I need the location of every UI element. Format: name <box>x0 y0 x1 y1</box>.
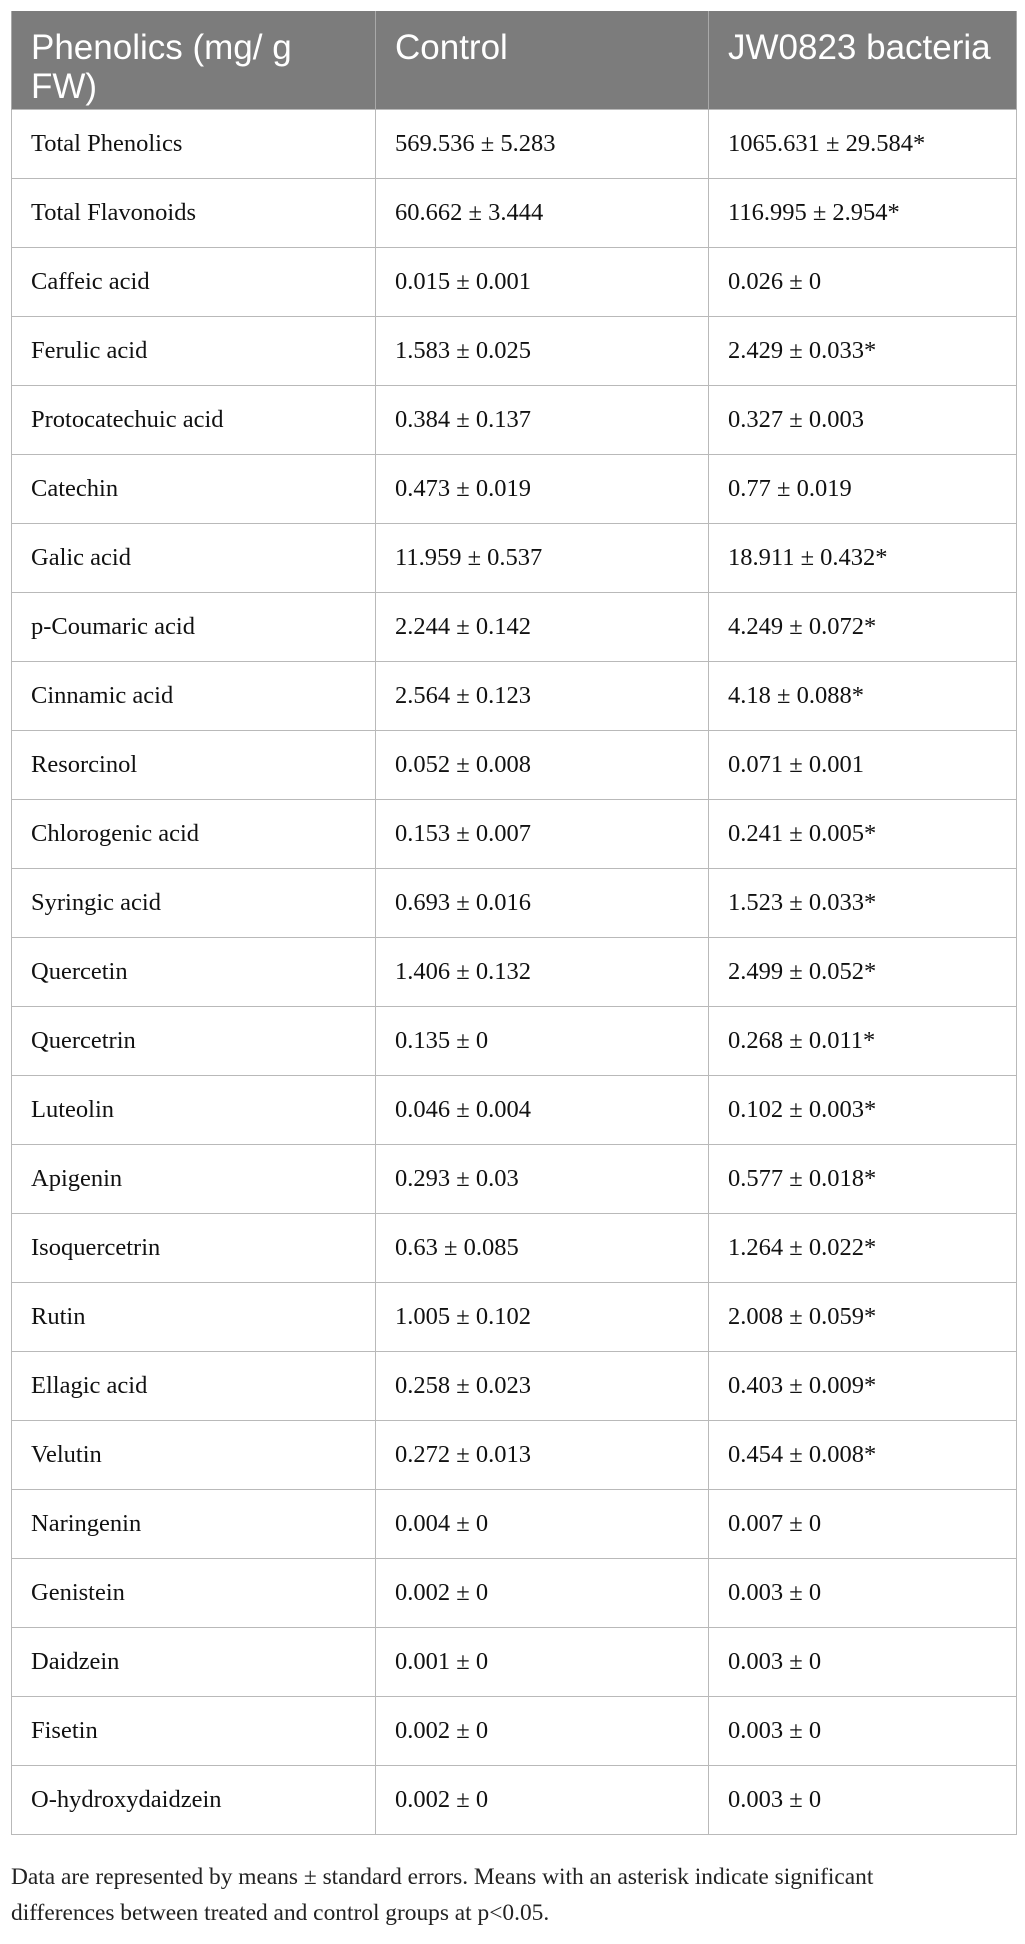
table-row <box>12 1558 1017 1627</box>
bacteria-value-cell: 1.523 ± 0.033* <box>709 868 1017 937</box>
control-value-cell: 2.244 ± 0.142 <box>376 592 709 661</box>
control-value-cell: 0.272 ± 0.013 <box>376 1420 709 1489</box>
compound-name-cell: Total Phenolics <box>12 109 376 178</box>
compound-name-cell: Genistein <box>12 1558 376 1627</box>
table-row <box>12 1006 1017 1075</box>
compound-name-cell: Protocatechuic acid <box>12 385 376 454</box>
bacteria-value-cell: 2.429 ± 0.033* <box>709 316 1017 385</box>
compound-name-cell: Velutin <box>12 1420 376 1489</box>
footnote-line-2: differences between treated and control groups at p<0.05. <box>11 1900 550 1926</box>
bacteria-value-cell: 116.995 ± 2.954* <box>709 178 1017 247</box>
control-value-cell: 60.662 ± 3.444 <box>376 178 709 247</box>
table-footnote <box>11 1859 1016 1931</box>
header-phenolics: Phenolics (mg/ g FW) <box>12 11 376 109</box>
bacteria-value-cell: 0.003 ± 0 <box>709 1558 1017 1627</box>
table-row <box>12 1627 1017 1696</box>
control-value-cell: 0.473 ± 0.019 <box>376 454 709 523</box>
table-row <box>12 799 1017 868</box>
control-value-cell: 1.583 ± 0.025 <box>376 316 709 385</box>
table-row <box>12 1075 1017 1144</box>
header-control: Control <box>376 11 709 109</box>
bacteria-value-cell: 0.241 ± 0.005* <box>709 799 1017 868</box>
control-value-cell: 0.015 ± 0.001 <box>376 247 709 316</box>
table-row <box>12 109 1017 178</box>
phenolics-table <box>11 11 1017 1835</box>
compound-name-cell: Apigenin <box>12 1144 376 1213</box>
table-row <box>12 730 1017 799</box>
header-jw0823-bacteria: JW0823 bacteria <box>709 11 1017 109</box>
compound-name-cell: Resorcinol <box>12 730 376 799</box>
table-row <box>12 1351 1017 1420</box>
bacteria-value-cell: 1065.631 ± 29.584* <box>709 109 1017 178</box>
control-value-cell: 0.135 ± 0 <box>376 1006 709 1075</box>
compound-name-cell: Daidzein <box>12 1627 376 1696</box>
bacteria-value-cell: 18.911 ± 0.432* <box>709 523 1017 592</box>
table-row <box>12 1765 1017 1834</box>
control-value-cell: 0.153 ± 0.007 <box>376 799 709 868</box>
bacteria-value-cell: 0.454 ± 0.008* <box>709 1420 1017 1489</box>
control-value-cell: 11.959 ± 0.537 <box>376 523 709 592</box>
bacteria-value-cell: 0.577 ± 0.018* <box>709 1144 1017 1213</box>
control-value-cell: 1.406 ± 0.132 <box>376 937 709 1006</box>
control-value-cell: 0.293 ± 0.03 <box>376 1144 709 1213</box>
bacteria-value-cell: 1.264 ± 0.022* <box>709 1213 1017 1282</box>
compound-name-cell: Galic acid <box>12 523 376 592</box>
control-value-cell: 0.384 ± 0.137 <box>376 385 709 454</box>
compound-name-cell: Cinnamic acid <box>12 661 376 730</box>
bacteria-value-cell: 0.026 ± 0 <box>709 247 1017 316</box>
table-row <box>12 385 1017 454</box>
table-row <box>12 1144 1017 1213</box>
control-value-cell: 0.258 ± 0.023 <box>376 1351 709 1420</box>
table-row <box>12 1489 1017 1558</box>
bacteria-value-cell: 4.18 ± 0.088* <box>709 661 1017 730</box>
table-header-row <box>12 11 1017 109</box>
compound-name-cell: Luteolin <box>12 1075 376 1144</box>
compound-name-cell: Isoquercetrin <box>12 1213 376 1282</box>
control-value-cell: 0.693 ± 0.016 <box>376 868 709 937</box>
compound-name-cell: Ellagic acid <box>12 1351 376 1420</box>
bacteria-value-cell: 2.499 ± 0.052* <box>709 937 1017 1006</box>
control-value-cell: 0.63 ± 0.085 <box>376 1213 709 1282</box>
table-row <box>12 178 1017 247</box>
compound-name-cell: Quercetin <box>12 937 376 1006</box>
bacteria-value-cell: 0.003 ± 0 <box>709 1765 1017 1834</box>
table-row <box>12 454 1017 523</box>
control-value-cell: 1.005 ± 0.102 <box>376 1282 709 1351</box>
table-row <box>12 1213 1017 1282</box>
table-row <box>12 868 1017 937</box>
compound-name-cell: Caffeic acid <box>12 247 376 316</box>
control-value-cell: 0.002 ± 0 <box>376 1765 709 1834</box>
table-row <box>12 661 1017 730</box>
compound-name-cell: Total Flavonoids <box>12 178 376 247</box>
control-value-cell: 2.564 ± 0.123 <box>376 661 709 730</box>
compound-name-cell: Rutin <box>12 1282 376 1351</box>
table-row <box>12 1696 1017 1765</box>
table-row <box>12 316 1017 385</box>
control-value-cell: 0.052 ± 0.008 <box>376 730 709 799</box>
compound-name-cell: Naringenin <box>12 1489 376 1558</box>
bacteria-value-cell: 4.249 ± 0.072* <box>709 592 1017 661</box>
table-row <box>12 592 1017 661</box>
control-value-cell: 0.001 ± 0 <box>376 1627 709 1696</box>
bacteria-value-cell: 0.102 ± 0.003* <box>709 1075 1017 1144</box>
bacteria-value-cell: 0.007 ± 0 <box>709 1489 1017 1558</box>
control-value-cell: 0.046 ± 0.004 <box>376 1075 709 1144</box>
bacteria-value-cell: 0.327 ± 0.003 <box>709 385 1017 454</box>
table-row <box>12 937 1017 1006</box>
bacteria-value-cell: 0.268 ± 0.011* <box>709 1006 1017 1075</box>
control-value-cell: 0.002 ± 0 <box>376 1696 709 1765</box>
compound-name-cell: Catechin <box>12 454 376 523</box>
table-body <box>12 109 1017 1834</box>
footnote-line-1: Data are represented by means ± standard errors. Means with an asterisk indicate significant <box>11 1864 874 1890</box>
compound-name-cell: Chlorogenic acid <box>12 799 376 868</box>
table-row <box>12 1420 1017 1489</box>
compound-name-cell: Ferulic acid <box>12 316 376 385</box>
compound-name-cell: Fisetin <box>12 1696 376 1765</box>
bacteria-value-cell: 2.008 ± 0.059* <box>709 1282 1017 1351</box>
control-value-cell: 0.002 ± 0 <box>376 1558 709 1627</box>
table-row <box>12 247 1017 316</box>
bacteria-value-cell: 0.003 ± 0 <box>709 1696 1017 1765</box>
bacteria-value-cell: 0.003 ± 0 <box>709 1627 1017 1696</box>
bacteria-value-cell: 0.071 ± 0.001 <box>709 730 1017 799</box>
control-value-cell: 0.004 ± 0 <box>376 1489 709 1558</box>
table-row <box>12 1282 1017 1351</box>
bacteria-value-cell: 0.77 ± 0.019 <box>709 454 1017 523</box>
bacteria-value-cell: 0.403 ± 0.009* <box>709 1351 1017 1420</box>
table-container <box>11 11 1016 1835</box>
control-value-cell: 569.536 ± 5.283 <box>376 109 709 178</box>
compound-name-cell: Quercetrin <box>12 1006 376 1075</box>
table-row <box>12 523 1017 592</box>
compound-name-cell: p-Coumaric acid <box>12 592 376 661</box>
compound-name-cell: O-hydroxydaidzein <box>12 1765 376 1834</box>
compound-name-cell: Syringic acid <box>12 868 376 937</box>
